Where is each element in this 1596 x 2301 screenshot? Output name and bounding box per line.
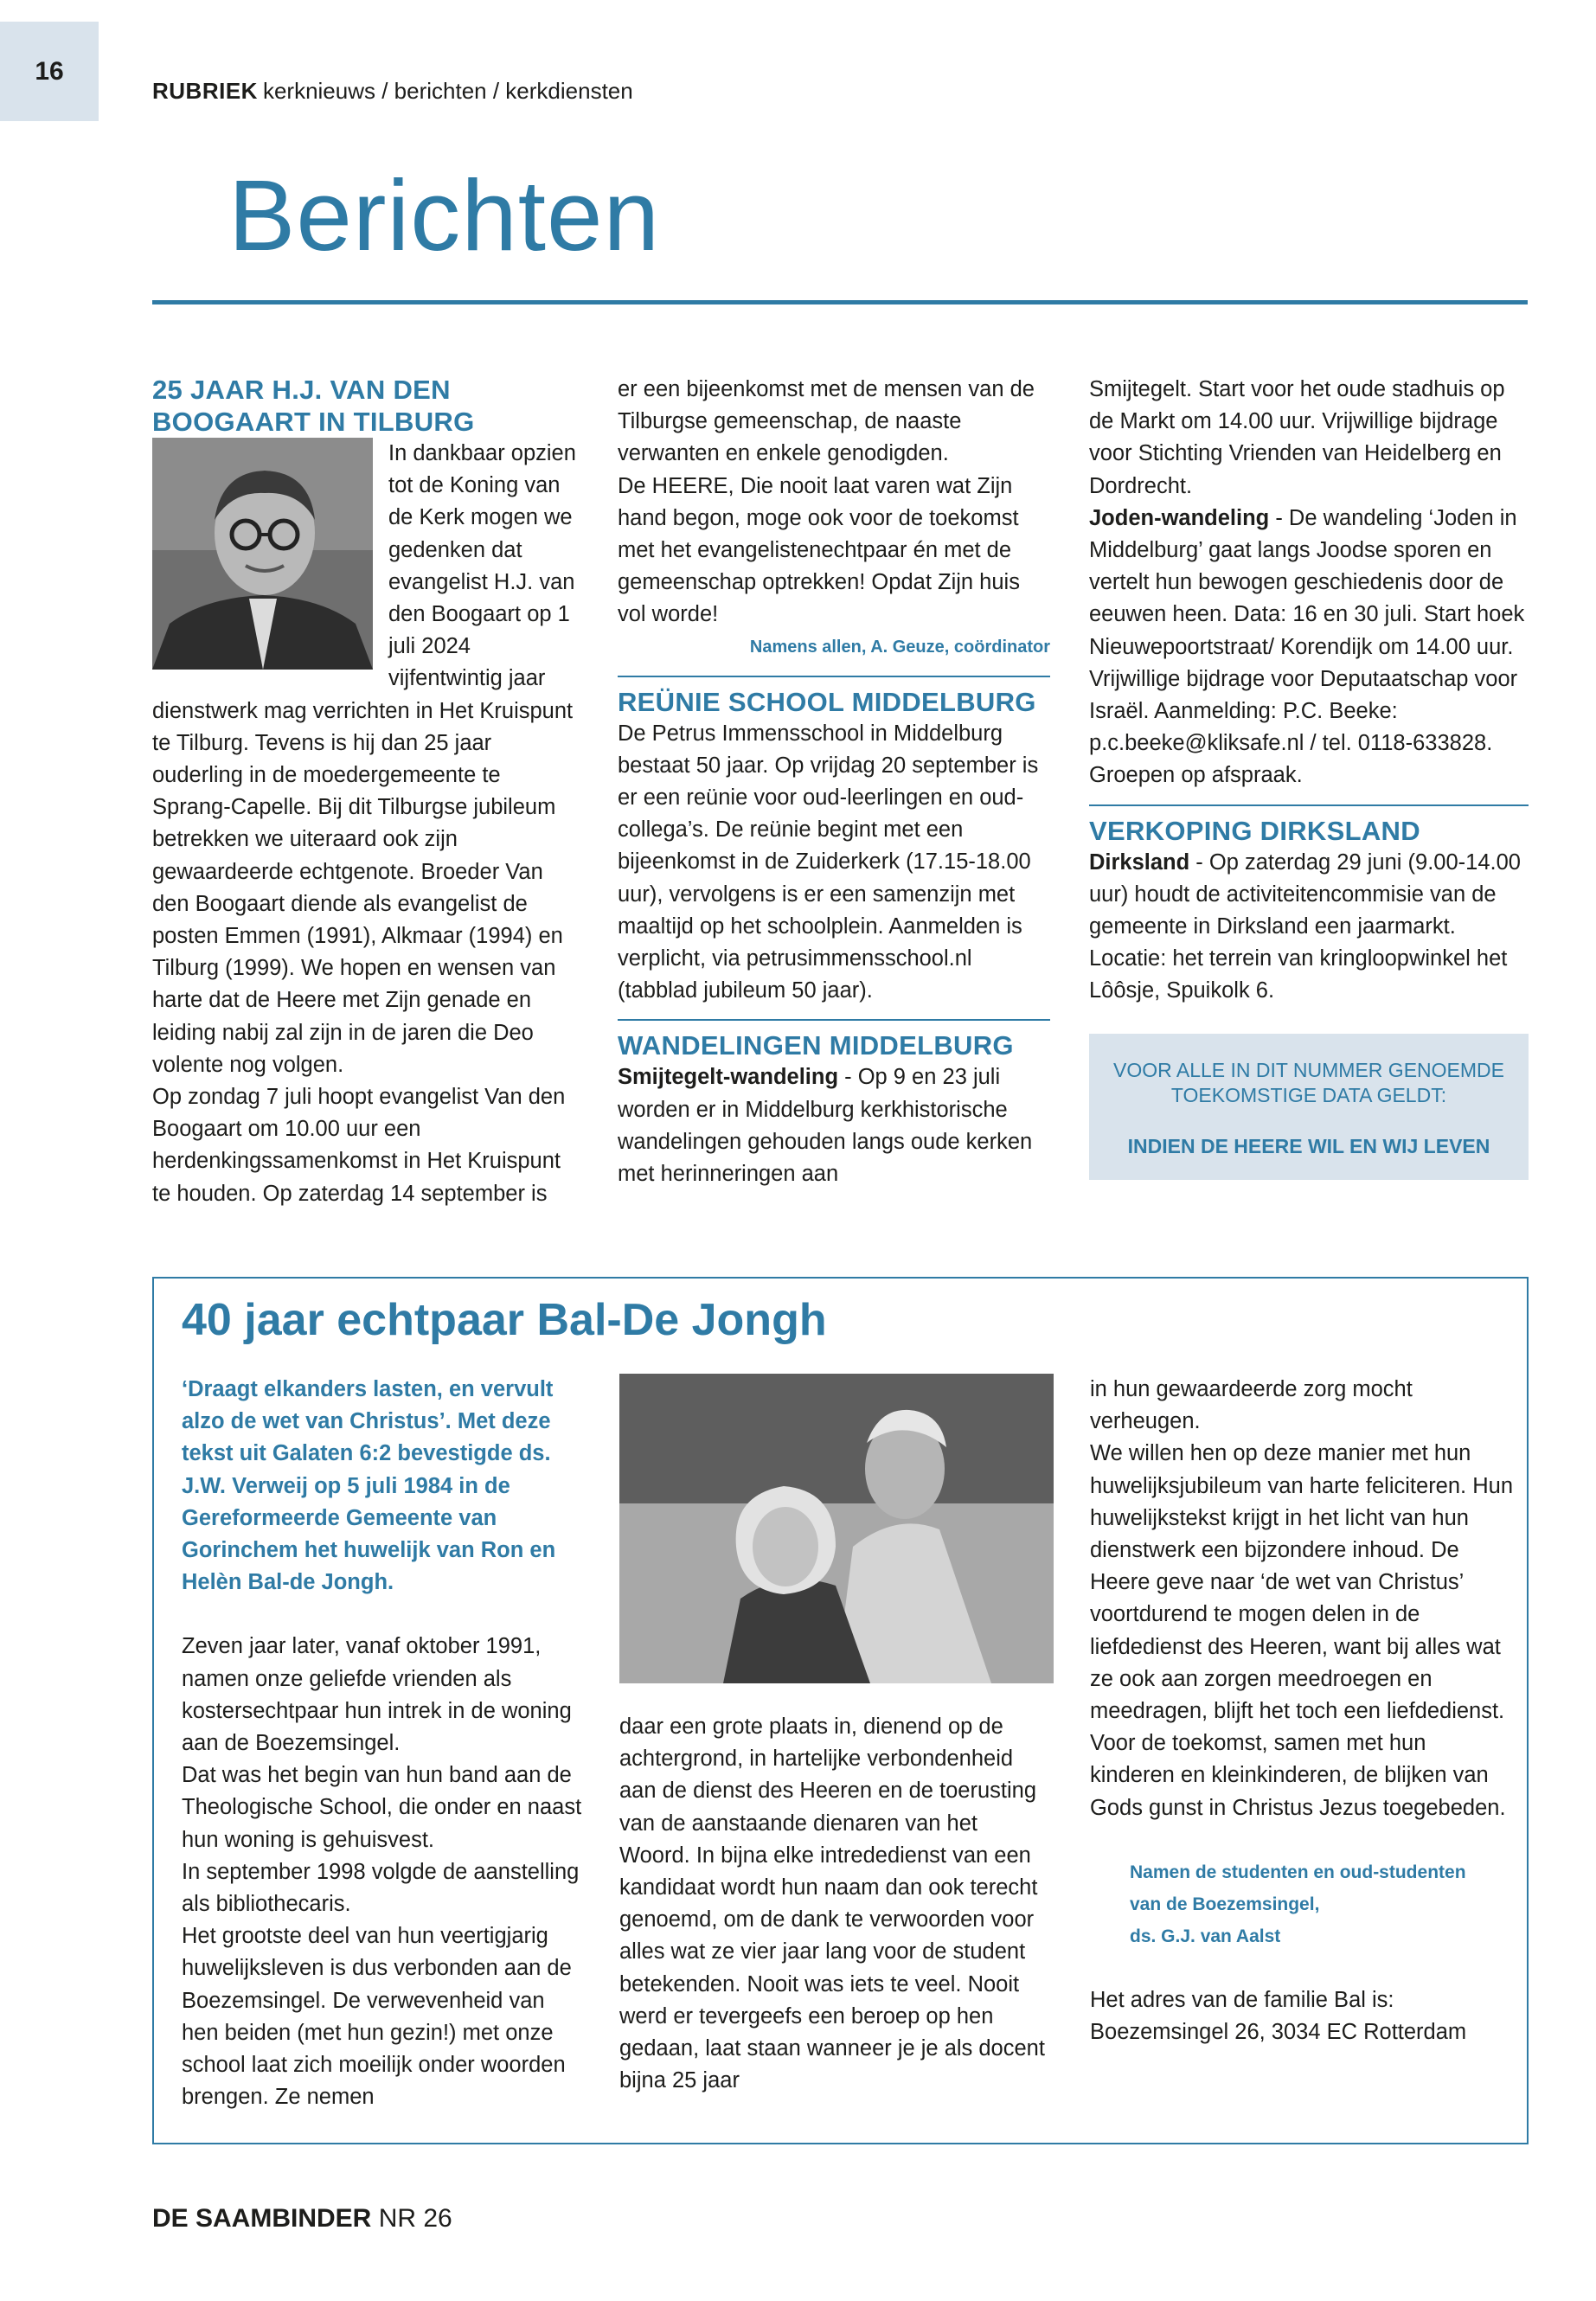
column-3	[1089, 374, 1529, 1180]
issue-number: NR 26	[378, 2204, 452, 2233]
joden-label: Joden-wandeling	[1089, 505, 1270, 530]
reunie-heading: REÜNIE SCHOOL MIDDELBURG	[618, 686, 1036, 717]
title-divider	[152, 300, 1528, 304]
boogaart-paragraph-3: er een bijeenkomst met de mensen van de Tilburgse gemeenschap, de naaste verwanten en enkele genodigden.	[618, 377, 1035, 466]
section-divider	[1089, 804, 1529, 806]
page-number: 16	[0, 22, 99, 121]
anniversary-intro: ‘Draagt elkanders lasten, en vervult alzo de wet van Christus’. Met deze tekst uit Galaten 6:2 bevestigde ds. J.W. Verweij op 5 juli 1984 in de Gereformeerde Gemeente van Gorinchem het huwelijk van Ron en Helèn Bal-de Jongh.	[182, 1377, 556, 1595]
students-signature-3: ds. G.J. van Aalst	[1130, 1926, 1281, 1946]
notice-box	[1089, 1034, 1529, 1180]
box-paragraph-6: in hun gewaardeerde zorg mocht verheugen.	[1090, 1377, 1413, 1434]
box-paragraph-4: Het grootste deel van hun veertigjarig huwelijksleven is dus verbonden aan de Boezemsingel. De verwevenheid van hen beiden (met hun gezin!) met onze school laat zich moeilijk onder woorden brengen. Ze nemen	[182, 1924, 572, 2110]
joden-wandeling	[1089, 503, 1529, 792]
section-divider	[618, 1019, 1050, 1021]
wandelingen-text	[618, 1061, 1050, 1190]
rubriek-line	[152, 78, 633, 105]
address-label: Het adres van de familie Bal is:	[1090, 1987, 1394, 2012]
box-paragraph-3: In september 1998 volgde de aanstelling als bibliothecaris.	[182, 1859, 580, 1917]
students-signature-1: Namen de studenten en oud-studenten	[1130, 1862, 1466, 1882]
box-column-2	[619, 1374, 1054, 2097]
anniversary-title: 40 jaar echtpaar Bal-De Jongh	[182, 1295, 827, 1345]
section-divider	[618, 676, 1050, 677]
smijtegelt-text: - Op 9 en 23 juli worden er in Middelburg kerkhistorische wandelingen gehouden langs oude kerken met herinneringen aan	[618, 1065, 1033, 1187]
wandelingen-heading: WANDELINGEN MIDDELBURG	[618, 1030, 1014, 1061]
geuze-signature: Namens allen, A. Geuze, coördinator	[749, 637, 1050, 657]
box-paragraph-8: Voor de toekomst, samen met hun kinderen en kleinkinderen, de blijken van Gods gunst in Christus Jezus toegebeden.	[1090, 1731, 1506, 1820]
box-column-3	[1090, 1374, 1514, 2048]
boogaart-paragraph-2: Op zondag 7 juli hoopt evangelist Van den Boogaart om 10.00 uur een herdenkingssamenkomst in Het Kruispunt te houden. Op zaterdag 14 september is	[152, 1085, 566, 1206]
rubriek-topics: kerknieuws / berichten / kerkdiensten	[262, 78, 633, 104]
smijtegelt-label: Smijtegelt-wandeling	[618, 1065, 839, 1090]
notice-line: VOOR ALLE IN DIT NUMMER GENOEMDE TOEKOMSTIGE DATA GELDT:	[1113, 1058, 1504, 1106]
rubriek-label: RUBRIEK	[152, 78, 258, 104]
dirksland-text: - Op zaterdag 29 juni (9.00-14.00 uur) houdt de activiteitencommisie van de gemeente in Dirksland een jaarmarkt. Locatie: het terrein van kringloopwinkel het Lôôsje, Spuikolk 6.	[1089, 849, 1521, 1003]
verkoping-text	[1089, 847, 1529, 1008]
footer	[152, 2204, 452, 2234]
couple-photo-icon	[619, 1374, 1054, 1683]
verkoping-heading: VERKOPING DIRKSLAND	[1089, 815, 1420, 846]
reunie-text: De Petrus Immensschool in Middelburg bestaat 50 jaar. Op vrijdag 20 september is er een reünie voor oud-leerlingen en oud-collega’s. De reünie begint met een bijeenkomst in de Zuiderkerk (17.15-18.00 uur), vervolgens is er een samenzijn met maaltijd op het schoolplein. Aanmelden is verplicht, via petrusimmensschool.nl (tabblad jubileum 50 jaar).	[618, 721, 1039, 1003]
joden-text: - De wandeling ‘Joden in Middelburg’ gaat langs Joodse sporen en vertelt hun bewogen geschiedenis door de eeuwen heen. Data: 16 en 30 juli. Start hoek Nieuwepoortstraat/ Korendijk om 14.00 uur. Vrijwillige bijdrage voor Deputaatschap voor Israël. Aanmelding: P.C. Beeke: p.c.beeke@kliksafe.nl / tel. 0118-633828. Groepen op afspraak.	[1089, 505, 1525, 788]
column-1	[152, 374, 580, 1210]
dirksland-label: Dirksland	[1089, 849, 1190, 875]
address-value: Boezemsingel 26, 3034 EC Rotterdam	[1090, 2020, 1467, 2045]
smijtegelt-continued: Smijtegelt. Start voor het oude stadhuis op de Markt om 14.00 uur. Vrijwillige bijdrage voor Stichting Vrienden van Heidelberg en Dordrecht.	[1089, 377, 1505, 498]
portrait-photo-icon	[152, 438, 373, 670]
boogaart-paragraph-1: In dankbaar opzien tot de Koning van de Kerk mogen we gedenken dat evangelist H.J. van den Boogaart op 1 juli 2024 vijfentwintig jaar dienstwerk mag verrichten in Het Kruispunt te Tilburg. Tevens is hij dan 25 jaar ouderling in de moedergemeente te Sprang-Capelle. Bij dit Tilburgse jubileum betrekken we uiteraard ook zijn gewaardeerde echtgenote. Broeder Van den Boogaart diende als evangelist de posten Emmen (1991), Alkmaar (1994) en Tilburg (1999). We hopen en wensen van harte dat de Heere met Zijn genade en leiding nabij zal zijn in de jaren die Deo volente nog volgen.	[152, 441, 576, 1077]
page-title: Berichten	[228, 159, 661, 272]
boogaart-heading: 25 JAAR H.J. VAN DEN BOOGAART IN TILBURG	[152, 375, 475, 437]
boogaart-paragraph-4: De HEERE, Die nooit laat varen wat Zijn hand begon, moge ook voor de toekomst met het evangelistenechtpaar én met de gemeenschap optrekken! Opdat Zijn huis vol worde!	[618, 473, 1020, 627]
box-column-1	[182, 1374, 584, 2113]
magazine-name: DE SAAMBINDER	[152, 2204, 372, 2233]
students-signature-2: van de Boezemsingel,	[1130, 1894, 1320, 1914]
column-2	[618, 374, 1050, 1190]
box-paragraph-7: We willen hen op deze manier met hun huwelijksjubileum van harte feliciteren. Hun huwelijkstekst krijgt in het licht van hun dienstwerk een bijzondere inhoud. De Heere geve naar ‘de wet van Christus’ voortdurend te mogen delen in de liefdedienst des Heeren, want bij alles wat ze ook aan zorgen meedroegen en meedragen, blijft het toch een liefdedienst.	[1090, 1441, 1513, 1724]
box-paragraph-5: daar een grote plaats in, dienend op de achtergrond, in hartelijke verbondenheid aan de dienst des Heeren en de toerusting van de aanstaande dienaren van het Woord. In bijna elke intrededienst van een kandidaat wordt hun naam dan ook terecht genoemd, om de dank te verwoorden voor alles wat ze vier jaar lang voor de student betekenden. Nooit was iets te veel. Nooit werd er tevergeefs een beroep op hen gedaan, laat staan wanneer je je als docent bijna 25 jaar	[619, 1715, 1045, 2093]
notice-bold: INDIEN DE HEERE WIL EN WIJ LEVEN	[1127, 1134, 1490, 1157]
box-paragraph-2: Dat was het begin van hun band aan de Theologische School, die onder en naast hun woning is gehuisvest.	[182, 1763, 582, 1852]
box-paragraph-1: Zeven jaar later, vanaf oktober 1991, namen onze geliefde vrienden als kostersechtpaar hun intrek in de woning aan de Boezemsingel.	[182, 1634, 572, 1756]
